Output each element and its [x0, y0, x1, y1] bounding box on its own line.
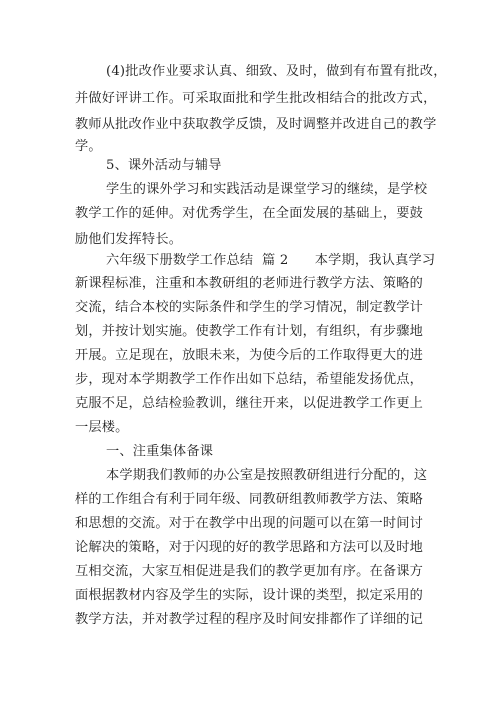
text-line: 样的工作组合有利于同年级、同教研组教师教学方法、策略	[75, 492, 424, 507]
text-line: 步，现对本学期教学工作作出如下总结，希望能发扬优点，	[75, 372, 424, 387]
text-line: 教学方法，并对教学过程的程序及时间安排都作了详细的记	[75, 612, 424, 627]
text-line: 本学期我们教师的办公室是按照教研组进行分配的，这	[106, 468, 428, 483]
text-line: 教师从批改作业中获取教学反馈，及时调整并改进自己的教学	[75, 117, 437, 132]
text-line: 论解决的策略，对于闪现的好的教学思路和方法可以及时地	[75, 540, 424, 555]
text-line: 互相交流，大家互相促进是我们的教学更加有序。在备课方	[75, 564, 424, 579]
text-line: 克服不足，总结检验教训，继往开来，以促进教学工作更上	[75, 396, 424, 411]
text-line: 并做好评讲工作。可采取面批和学生批改相结合的批改方式，	[75, 91, 437, 106]
text-line: 励他们发挥特长。	[75, 232, 183, 247]
text-line: 教学工作的延伸。对优秀学生，在全面发展的基础上，要鼓	[75, 206, 424, 221]
text-line: 学。	[75, 139, 102, 154]
text-line: 和思想的交流。对于在教学中出现的问题可以在第一时间讨	[75, 516, 424, 531]
text-line: 开展。立足现在，放眼未来，为使今后的工作取得更大的进	[75, 348, 424, 363]
article-title-line: 六年级下册数学工作总结 篇 2 本学期，我认真学习	[106, 253, 436, 268]
text-line: 一层楼。	[75, 420, 129, 435]
text-line: 划，并按计划实施。使教学工作有计划，有组织，有步骤地	[75, 324, 424, 339]
section-heading: 5、课外活动与辅导	[106, 158, 222, 173]
text-line: (4)批改作业要求认真、细致、及时，做到有布置有批改，	[106, 64, 447, 79]
text-line: 交流，结合本校的实际条件和学生的学习情况，制定教学计	[75, 300, 424, 315]
section-heading: 一、注重集体备课	[106, 444, 214, 459]
text-line: 新课程标准，注重和本教研组的老师进行教学方法、策略的	[75, 276, 424, 291]
text-line: 学生的课外学习和实践活动是课堂学习的继续，是学校	[106, 182, 428, 197]
text-line: 面根据教材内容及学生的实际，设计课的类型，拟定采用的	[75, 588, 424, 603]
